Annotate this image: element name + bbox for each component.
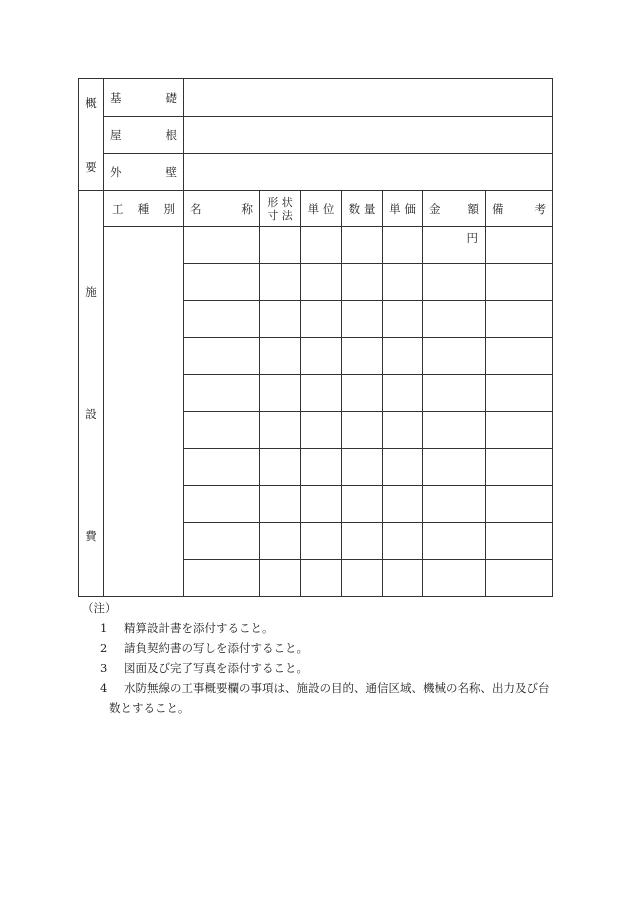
cell-unit[interactable] — [301, 486, 342, 523]
note-text: 請負契約書の写しを添付すること。 — [124, 641, 308, 655]
cell-unit[interactable] — [301, 264, 342, 301]
cell-shape[interactable] — [260, 412, 301, 449]
cell-price[interactable] — [383, 523, 423, 560]
overview-item-wall: 外 壁 — [104, 154, 184, 191]
overview-row-foundation — [79, 79, 553, 117]
cell-shape[interactable] — [260, 301, 301, 338]
cell-price[interactable] — [383, 301, 423, 338]
cell-qty[interactable] — [342, 301, 383, 338]
cell-price[interactable] — [383, 264, 423, 301]
header-quantity: 数 量 — [342, 191, 383, 227]
cell-name[interactable] — [184, 264, 260, 301]
cell-remarks[interactable] — [486, 560, 553, 597]
cell-name[interactable] — [184, 338, 260, 375]
cell-unit[interactable] — [301, 560, 342, 597]
cell-shape[interactable] — [260, 227, 301, 264]
cell-amount[interactable] — [423, 227, 486, 264]
note-item-3 — [82, 658, 562, 678]
notes-heading: （注） — [82, 601, 117, 615]
cell-unit[interactable] — [301, 338, 342, 375]
cell-unit[interactable] — [301, 412, 342, 449]
overview-row-roof — [79, 117, 553, 154]
note-number: 2 — [100, 641, 108, 655]
cell-unit[interactable] — [301, 523, 342, 560]
note-item-2 — [82, 638, 562, 658]
cell-shape[interactable] — [260, 486, 301, 523]
cell-unit[interactable] — [301, 227, 342, 264]
cell-name[interactable] — [184, 486, 260, 523]
overview-value-foundation[interactable] — [184, 79, 553, 117]
header-unit: 単 位 — [301, 191, 342, 227]
header-amount: 金 額 — [423, 191, 486, 227]
overview-item-roof: 屋 根 — [104, 117, 184, 154]
cell-price[interactable] — [383, 227, 423, 264]
cell-remarks[interactable] — [486, 264, 553, 301]
cell-amount[interactable] — [423, 338, 486, 375]
cell-amount[interactable] — [423, 412, 486, 449]
facility-label: 施 設 費 — [79, 191, 104, 597]
cell-qty[interactable] — [342, 412, 383, 449]
cell-qty[interactable] — [342, 560, 383, 597]
construction-summary-table — [78, 78, 553, 597]
note-number: 1 — [100, 621, 108, 635]
cell-qty[interactable] — [342, 449, 383, 486]
cell-remarks[interactable] — [486, 486, 553, 523]
header-shape-size: 形 状 寸 法 — [260, 191, 301, 227]
note-number: 4 — [100, 681, 108, 695]
cell-name[interactable] — [184, 412, 260, 449]
cell-name[interactable] — [184, 301, 260, 338]
cell-remarks[interactable] — [486, 449, 553, 486]
cell-price[interactable] — [383, 449, 423, 486]
cell-qty[interactable] — [342, 338, 383, 375]
cell-shape[interactable] — [260, 338, 301, 375]
cell-shape[interactable] — [260, 523, 301, 560]
cell-name[interactable] — [184, 449, 260, 486]
cell-unit[interactable] — [301, 301, 342, 338]
cell-amount[interactable] — [423, 375, 486, 412]
cell-remarks[interactable] — [486, 301, 553, 338]
cell-shape[interactable] — [260, 560, 301, 597]
overview-value-roof[interactable] — [184, 117, 553, 154]
cell-price[interactable] — [383, 486, 423, 523]
note-item-4-continuation: 数とすること。 — [109, 701, 190, 715]
cell-price[interactable] — [383, 412, 423, 449]
cell-qty[interactable] — [342, 375, 383, 412]
cell-name[interactable] — [184, 227, 260, 264]
note-text: 水防無線の工事概要欄の事項は、施設の目的、通信区域、機械の名称、出力及び台 — [124, 681, 550, 695]
facility-row — [79, 227, 553, 264]
cell-remarks[interactable] — [486, 412, 553, 449]
header-type: 工 種 別 — [104, 191, 184, 227]
cell-amount[interactable] — [423, 486, 486, 523]
header-unit-price: 単 価 — [383, 191, 423, 227]
note-text: 図面及び完了写真を添付すること。 — [124, 661, 308, 675]
cell-amount[interactable] — [423, 264, 486, 301]
cell-remarks[interactable] — [486, 523, 553, 560]
header-remarks: 備 考 — [486, 191, 553, 227]
overview-item-foundation: 基 礎 — [104, 79, 184, 117]
note-item-4 — [82, 678, 562, 698]
cell-shape[interactable] — [260, 264, 301, 301]
note-item-1 — [82, 618, 562, 638]
cell-unit[interactable] — [301, 375, 342, 412]
cell-remarks[interactable] — [486, 375, 553, 412]
cell-price[interactable] — [383, 338, 423, 375]
cell-qty[interactable] — [342, 523, 383, 560]
cell-price[interactable] — [383, 375, 423, 412]
cell-name[interactable] — [184, 560, 260, 597]
note-number: 3 — [100, 661, 108, 675]
notes-section — [82, 598, 562, 718]
cell-shape[interactable] — [260, 449, 301, 486]
note-text: 精算設計書を添付すること。 — [124, 621, 274, 635]
cell-price[interactable] — [383, 560, 423, 597]
cell-remarks[interactable] — [486, 227, 553, 264]
cell-name[interactable] — [184, 523, 260, 560]
cell-shape[interactable] — [260, 375, 301, 412]
cell-qty[interactable] — [342, 486, 383, 523]
header-name: 名 称 — [184, 191, 260, 227]
facility-type-cell[interactable] — [104, 227, 184, 597]
cell-remarks[interactable] — [486, 338, 553, 375]
overview-label: 概 要 — [79, 79, 104, 191]
cell-amount[interactable] — [423, 301, 486, 338]
cell-amount[interactable] — [423, 560, 486, 597]
yen-unit: 円 — [466, 231, 478, 245]
cell-name[interactable] — [184, 375, 260, 412]
overview-row-wall — [79, 154, 553, 191]
cell-qty[interactable] — [342, 264, 383, 301]
cell-amount[interactable] — [423, 449, 486, 486]
facility-header-row — [79, 191, 553, 227]
cell-amount[interactable] — [423, 523, 486, 560]
overview-value-wall[interactable] — [184, 154, 553, 191]
cell-unit[interactable] — [301, 449, 342, 486]
cell-qty[interactable] — [342, 227, 383, 264]
